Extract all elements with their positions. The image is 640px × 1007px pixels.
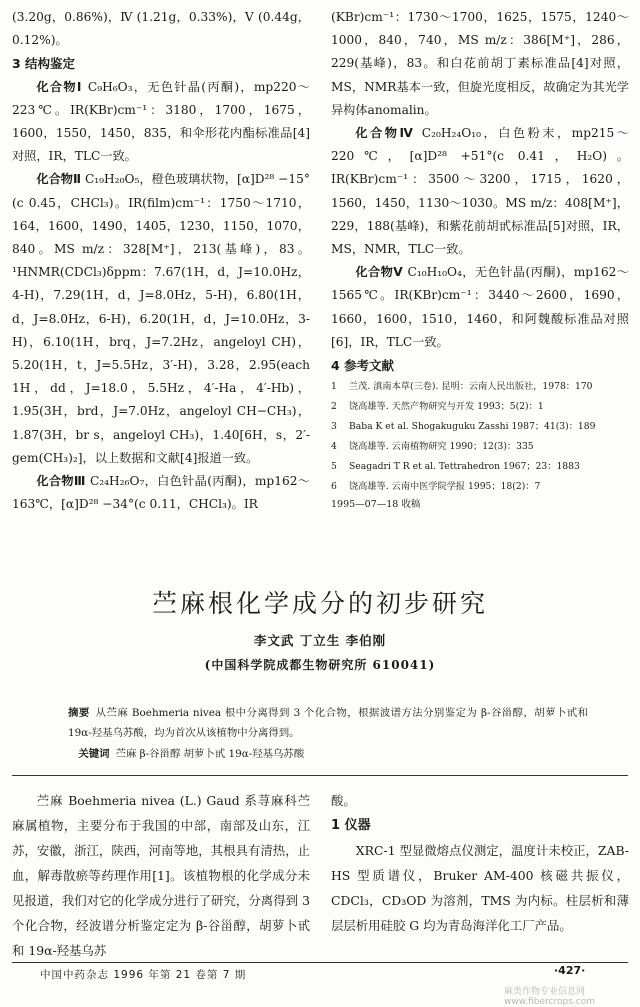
footer-divider bbox=[12, 962, 628, 963]
reference-item bbox=[331, 437, 629, 457]
received-date: 1995—07—18 收稿 bbox=[331, 499, 421, 511]
abstract-divider bbox=[12, 775, 628, 776]
compound-4-text: C₂₀H₂₄O₁₀，白色粉末，mp215～220℃，[α]D²⁸ +51°(c 0.41，H₂O)。IR(KBr)cm⁻¹：3500～3200，1715，1620，1560，1450，1130～1030。MS m/z：408[M⁺]，229，188(基峰)，和紫花前胡甙标准品[5]对照，IR，MS，NMR，TLC一致。 bbox=[331, 126, 629, 257]
keywords-text: 苎麻 β-谷甾醇 胡萝卜甙 19α-羟基乌苏酸 bbox=[115, 748, 305, 760]
reference-text: Seagadri T R et al. Tettrahedron 1967；23：1883 bbox=[349, 461, 580, 473]
compound-5-text: C₁₀H₁₀O₄，无色针晶(丙酮)，mp162～1565℃。IR(KBr)cm⁻¹：3440～2600，1690，1660，1600，1510，1460，和阿魏酸标准品对照[6]，IR，TLC一致。 bbox=[331, 265, 629, 349]
reference-item bbox=[331, 477, 629, 497]
reference-text: 饶高雄等. 云南中医学院学报 1995；18(2)：7 bbox=[349, 481, 541, 493]
reference-item bbox=[331, 397, 629, 417]
references-heading: 4 参考文献 bbox=[331, 358, 395, 374]
reference-number: 5 bbox=[331, 461, 337, 473]
compound-4-label: 化合物Ⅳ bbox=[355, 126, 416, 141]
compound-2-label: 化合物Ⅱ bbox=[36, 172, 82, 187]
abstract-label: 摘要 bbox=[68, 707, 90, 719]
body-right-column bbox=[331, 788, 629, 938]
site-watermark: 麻类作物专业信息网 www.fibercrops.com bbox=[504, 987, 595, 1007]
compound-3-paragraph bbox=[12, 470, 310, 516]
intro-continued: 酸。 bbox=[331, 793, 356, 808]
continuation-text: (3.20g，0.86%)，Ⅳ (1.21g，0.33%)，Ⅴ (0.44g，0.12%)。 bbox=[12, 10, 310, 48]
keywords-label: 关键词 bbox=[78, 748, 110, 760]
compound-1-label: 化合物Ⅰ bbox=[36, 79, 83, 94]
reference-item bbox=[331, 417, 629, 437]
compound-4-paragraph bbox=[331, 122, 629, 261]
article-authors: 李文武 丁立生 李伯刚 bbox=[253, 633, 387, 648]
journal-footer: 中国中药杂志 1996 年第 21 卷第 7 期 bbox=[40, 969, 247, 981]
upper-right-column bbox=[331, 6, 629, 513]
instruments-paragraph: XRC-1 型显微熔点仪测定，温度计未校正，ZAB-HS 型质谱仪，Bruker AM-400 核磁共振仪，CDCl₃，CD₃OD 为溶剂，TMS 为内标。柱层析和薄层层析用硅胶 G 均为青岛海洋化工厂产品。 bbox=[331, 843, 629, 933]
reference-number: 3 bbox=[331, 421, 337, 433]
intro-paragraph: 苎麻 Boehmeria nivea (L.) Gaud 系荨麻科苎麻属植物，主要分布于我国的中部，南部及山东，江苏，安徽，浙江，陕西，河南等地，其根具有清热，止血，解毒散瘀等药理作用[1]。该植物根的化学成分未见报道，我们对它的化学成分进行了研究，分离得到 3 个化合物，经波谱分析鉴定定为 β-谷甾醇，胡萝卜甙和 19α-羟基乌苏 bbox=[12, 793, 310, 958]
compound-1-text: C₉H₆O₃，无色针晶(丙酮)，mp220～223℃。IR(KBr)cm⁻¹：3180，1700，1675，1600，1550，1450，835，和伞形花内酯标准品[4]对照，IR，TLC一致。 bbox=[12, 79, 310, 164]
article-title: 苎麻根化学成分的初步研究 bbox=[151, 589, 488, 618]
reference-item bbox=[331, 377, 629, 397]
section-1-heading: 1 仪器 bbox=[331, 818, 371, 833]
compound-2-text: C₁₉H₂₀O₅，橙色玻璃状物，[α]D²⁸ −15°(c 0.45，CHCl₃)。IR(film)cm⁻¹：1750～1710，164，1600，1490，1405，1230，1150，1070，840。MS m/z：328[M⁺]，213(基峰)，83。¹HNMR(CDCl₃)δppm：7.67(1H，d，J=10.0Hz，4-H)，7.29(1H，d，J=8.0Hz，5-H)，6.80(1H，d，J=8.0Hz，6-H)，6.20(1H，d，J=10.0Hz，3-H)，6.10(1H，brq，J=7.2Hz，angeloyl CH)，5.20(1H，t，J=5.5Hz，3′-H)，3.28，2.95(each 1H，dd，J=18.0，5.5Hz，4′-Ha，4′-Hb)，1.95(3H，brd，J=7.0Hz，angeloyl CH−CH₃)，1.87(3H，br s，angeloyl CH₃)，1.40[6H，s，2′-gem(CH₃)₂]，以上数据和文献[4]报道一致。 bbox=[12, 172, 310, 465]
reference-number: 1 bbox=[331, 381, 337, 393]
reference-item bbox=[331, 457, 629, 477]
compound-5-paragraph bbox=[331, 261, 629, 354]
keywords-paragraph bbox=[68, 744, 588, 764]
upper-left-column bbox=[12, 6, 310, 516]
reference-text: 饶高雄等. 天然产物研究与开发 1993；5(2)：1 bbox=[349, 401, 544, 413]
reference-number: 2 bbox=[331, 401, 337, 413]
page-number: ·427· bbox=[554, 964, 586, 977]
body-left-column bbox=[12, 788, 310, 963]
compound-5-label: 化合物Ⅴ bbox=[355, 265, 404, 280]
abstract-text: 从苎麻 Boehmeria nivea 根中分离得到 3 个化合物，根据波谱方法分别鉴定为 β-谷甾醇，胡萝卜甙和 19α-羟基乌苏酸，均为首次从该植物中分离得到。 bbox=[68, 707, 588, 739]
compound-3-text: C₂₄H₂₆O₇，白色针晶(丙酮)，mp162～163℃，[α]D²⁸ −34°(c 0.11，CHCl₃)。IR bbox=[12, 474, 310, 512]
compound-1-paragraph bbox=[12, 76, 310, 169]
article-affiliation: (中国科学院成都生物研究所 610041) bbox=[204, 658, 436, 672]
reference-number: 6 bbox=[331, 481, 337, 493]
section-3-heading: 3 结构鉴定 bbox=[12, 56, 76, 72]
compound-3-label: 化合物Ⅲ bbox=[36, 474, 86, 489]
reference-text: 兰茂. 滇南本草(三卷). 昆明：云南人民出版社，1978：170 bbox=[349, 381, 593, 393]
compound-3-continued: (KBr)cm⁻¹：1730～1700，1625，1575，1240～1000，840，740，MS m/z：386[M⁺]，286，229(基峰)，83。和白花前胡丁素标准品[4]对照，MS，NMR基本一致，但旋光度相反，故确定为其光学异构体anomalin。 bbox=[331, 10, 629, 117]
reference-number: 4 bbox=[331, 441, 337, 453]
reference-list bbox=[331, 377, 629, 497]
reference-text: Baba K et al. Shogakuguku Zasshi 1987；41(3)：189 bbox=[349, 421, 596, 433]
reference-text: 饶高雄等. 云南植物研究 1990；12(3)：335 bbox=[349, 441, 534, 453]
compound-2-paragraph bbox=[12, 168, 310, 470]
abstract-block bbox=[68, 703, 588, 764]
abstract-paragraph bbox=[68, 703, 588, 743]
